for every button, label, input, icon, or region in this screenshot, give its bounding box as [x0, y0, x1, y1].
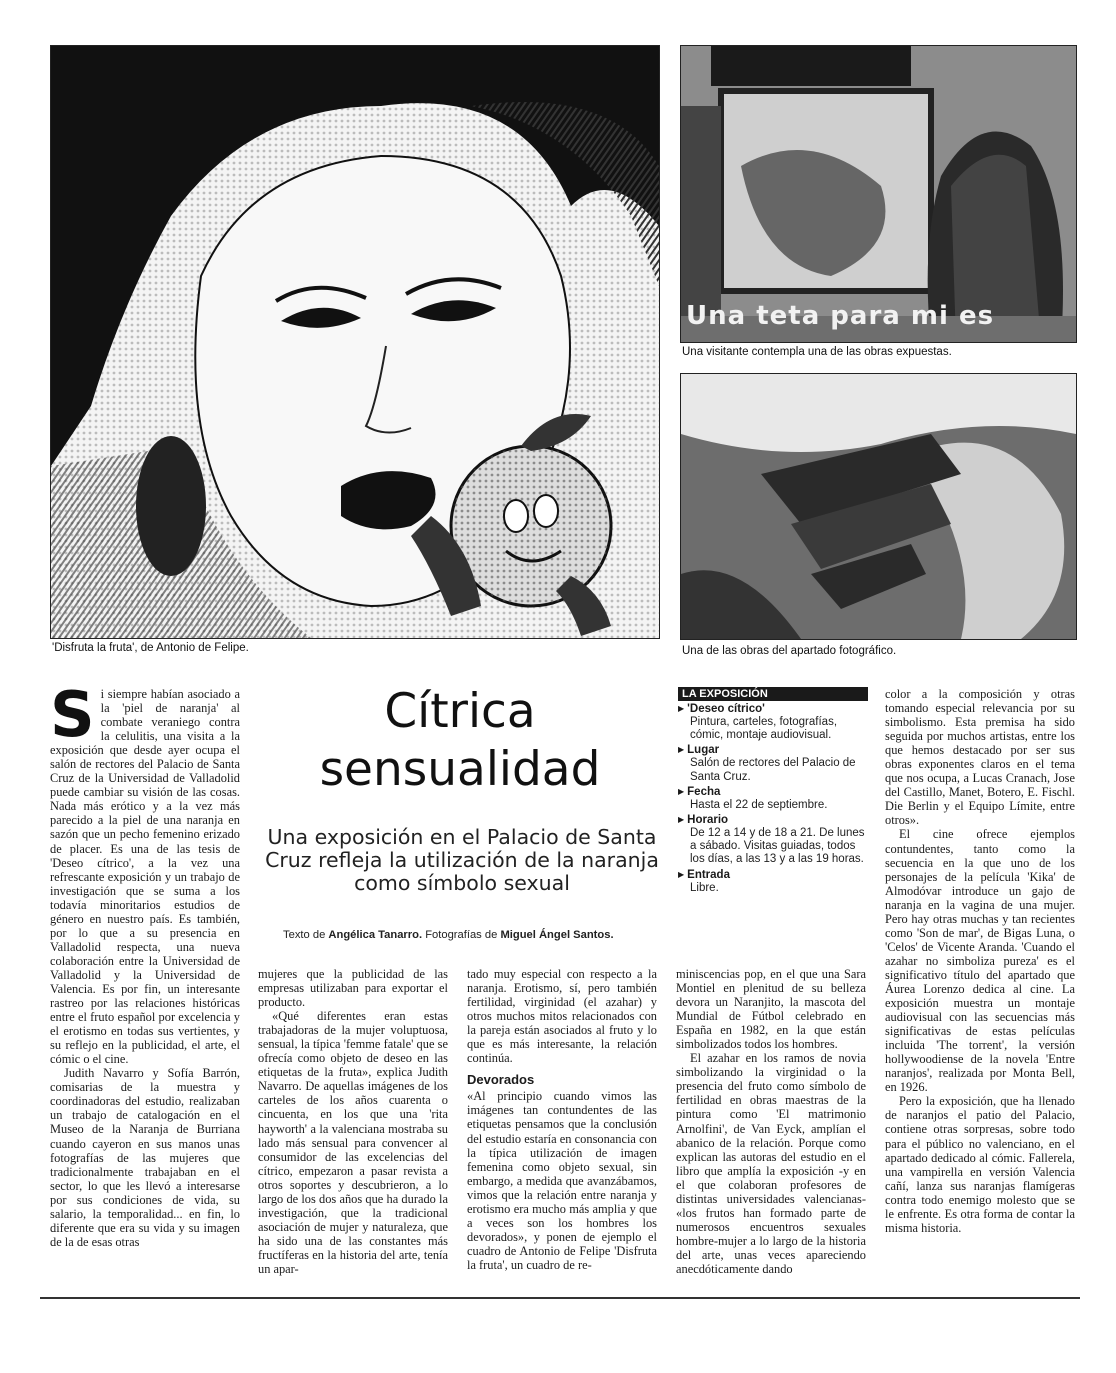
col4-paragraph-2: El azahar en los ramos de novia simbolizando la virginidad o la presencia del fruto como símbolo de fertilidad en obras maestras de la pintura como 'El matrimonio Arnolfini', de Van Eyck, amplían el abanico de la relación. Porque como explican las autoras del estudio en el libro que amplía la exposición -y en el que colaboran profesores de distintas universidades valencianas- «los frutos han formado parte de numerosos encuentros sexuales hombre-mujer a lo largo de la historia del arte, unas veces apareciendo anecdóticamente dando	[676, 1051, 866, 1276]
exhibition-info-box	[678, 687, 868, 895]
col2-paragraph-2: «Qué diferentes eran estas trabajadoras de la mujer voluptuosa, sensual, la típica 'femme fatale' que se ofrecía como objeto de deseo en las etiquetas de la fruta», explica Judith Navarro. De aquellas imágenes de los carteles de los años cuarenta o cincuenta, en los que una 'rita hayworth' a la valenciana mostraba su lado más sensual para convencer al consumidor de las excelencias del cítrico, empezaron a pasar revista a otros soportes y descubrieron, a lo largo de los dos años que ha durado la investigación, que la tradicional asociación de mujer y naturaleza, que ha sido una de las constantes más fructíferas en la historia del arte, tenía un apar-	[258, 1009, 448, 1276]
col5-paragraph-2: El cine ofrece ejemplos contundentes, tanto como la secuencia en la que uno de los personajes de la película 'Kika' de Almodóvar introduce un gajo de naranja en la vagina de una mujer. Pero hay otras muchas y tan recientes como 'Son de mar', de Bigas Luna, o 'Celos' de Vicente Aranda. 'Cuando el azahar no simboliza pureza' es el significativo título del apartado que Áurea Lorenzo dedica al cine. La exposición muestra un montaje audiovisual con las secuencias más significativas de estas películas incluida 'The torrent', la versión hollywoodiense de la novela 'Entre naranjos', realizada por Monta Bell, en 1926.	[885, 827, 1075, 1095]
col1-paragraph-2: Judith Navarro y Sofía Barrón, comisarias de la muestra y coordinadoras del estudio, realizaban un trabajo de catalogación en el Museo de la Naranja de Burriana cuando cayeron en sus manos unas fotografías de las mujeres que tradicionalmente trabajaban en el sector, lo que les llevó a interesarse por sus condiciones de vida, su salario, la temporalidad... en fin, lo diferente que era su vida y su imagen de la de esas otras	[50, 1066, 240, 1249]
credit-author: Angélica Tanarro.	[328, 929, 423, 941]
article-subhead: Una exposición en el Palacio de Santa Cruz refleja la utilización de la naranja como símbolo sexual	[265, 825, 659, 895]
col2-paragraph-1: mujeres que la publicidad de las empresas utilizaban para exportar el producto.	[258, 967, 448, 1010]
article-column-5	[885, 687, 1075, 1235]
article-column-4	[676, 967, 866, 1276]
mid-right-photo-caption: Una de las obras del apartado fotográfico.	[682, 645, 897, 657]
credit-photo-prefix: Fotografías de	[425, 929, 498, 941]
main-illustration	[50, 45, 660, 639]
headline-line-2: sensualidad	[319, 742, 601, 797]
credit-photographer: Miguel Ángel Santos.	[500, 929, 614, 941]
article-headline	[270, 683, 650, 799]
info-item-entry: ▶ Entrada Libre.	[678, 868, 868, 895]
col5-paragraph-1: color a la composición y otras tomando especial relevancia por su simbolismo. Esta premisa ha sido seguida por muchos artistas, entre los que hemos destacado por ser sus obras exponentes claros en el tema que nos ocupa, a Lucas Cranach, Jose del Castillo, Manet, Botero, E. Fischl. Die Berlin y el Equipo Límite, entre otros».	[885, 687, 1075, 828]
info-item-date: ▶ Fecha Hasta el 22 de septiembre.	[678, 785, 868, 812]
visitor-photo-image	[681, 46, 1076, 342]
top-right-photo	[680, 45, 1077, 343]
article-column-3	[467, 967, 657, 1272]
info-item-title: ▶ 'Deseo cítrico' Pintura, carteles, fotografías, cómic, montaje audiovisual.	[678, 702, 868, 742]
info-box-header: LA EXPOSICIÓN	[678, 687, 868, 701]
main-illustration-caption: 'Disfruta la fruta', de Antonio de Felipe.	[52, 642, 249, 654]
col3-paragraph-2: «Al principio cuando vimos las imágenes tan contundentes de las etiquetas pensamos que la conclusión del estudio estaría en consonancia con la típica utilización de imagen femenina como objeto sexual, sin embargo, a medida que avanzábamos, vimos que la relación entre naranja y erotismo era mucho más amplia y que a veces son los hombres los devorados», y ponen de ejemplo el cuadro de Antonio de Felipe 'Disfruta la fruta', un cuadro de re-	[467, 1089, 657, 1272]
drop-cap: S	[50, 678, 95, 751]
headline-line-1: Cítrica	[384, 684, 536, 739]
col5-paragraph-3: Pero la exposición, que ha llenado de naranjos el patio del Palacio, contiene otras sorpresas, sobre todo para el público no valenciano, en el apartado dedicado al cómic. Fallerela, una vampirella en versión Valencia cañí, lanza sus naranjas flamígeras contra todo enemigo molesto que se le enfrente. Es otra forma de contar la misma historia.	[885, 1094, 1075, 1235]
col3-subheading: Devorados	[467, 1072, 535, 1088]
top-right-photo-caption: Una visitante contempla una de las obras expuestas.	[682, 346, 952, 358]
photo-overlay-text: Una teta para mi es	[686, 301, 995, 331]
article-column-2	[258, 967, 448, 1276]
mid-right-photo	[680, 373, 1077, 640]
info-item-schedule: ▶ Horario De 12 a 14 y de 18 a 21. De lunes a sábado. Visitas guiadas, todos los días, a las 13 y a las 19 horas.	[678, 813, 868, 867]
article-credit	[283, 929, 614, 941]
info-item-location: ▶ Lugar Salón de rectores del Palacio de Santa Cruz.	[678, 743, 868, 783]
col1-paragraph-1: i siempre habían asociado a la 'piel de naranja' al combate veraniego contra la celulitis, una visita a la exposición que desde ayer ocupa el salón de rectores del Palacio de Santa Cruz de la Universidad de Valladolid puede cambiar su visión de las cosas. Nada más erótico y a la vez más parecido a la piel de una naranja en sazón que un pecho femenino erizado de placer. Es una de las tesis de 'Deseo cítrico', a la vez una refrescante exposición y un trabajo de investigación que se suma a los todavía minoritarios estudios de género en nuestro país. Es también, por lo que a su presencia en Valladolid respecta, una nueva colaboración entre la Universidad de Valladolid y la Universidad de Valencia. Es por fin, un interesante rastreo por las relaciones históricas entre el fruto español por excelencia y el erotismo en todas sus vertientes, y su reflejo en la publicidad, el arte, el cómic o el cine.	[50, 687, 240, 1067]
photographic-work-image	[681, 374, 1076, 639]
article-column-1	[50, 678, 240, 1249]
woman-eating-orange-image	[51, 46, 659, 638]
col4-paragraph-1: miniscencias pop, en el que una Sara Montiel en plenitud de su belleza devora un Naranjito, la mascota del Mundial de Fútbol celebrado en España en 1982, en la que están simbolizados todos los hombres.	[676, 967, 866, 1052]
credit-prefix: Texto de	[283, 929, 326, 941]
bottom-rule	[40, 1297, 1080, 1299]
col3-paragraph-1: tado muy especial con respecto a la naranja. Erotismo, sí, pero también fertilidad, virginidad (el azahar) y otros muchos mitos relacionados con la pareja están asociados al fruto y lo que es más interesante, la relación continúa.	[467, 967, 657, 1066]
